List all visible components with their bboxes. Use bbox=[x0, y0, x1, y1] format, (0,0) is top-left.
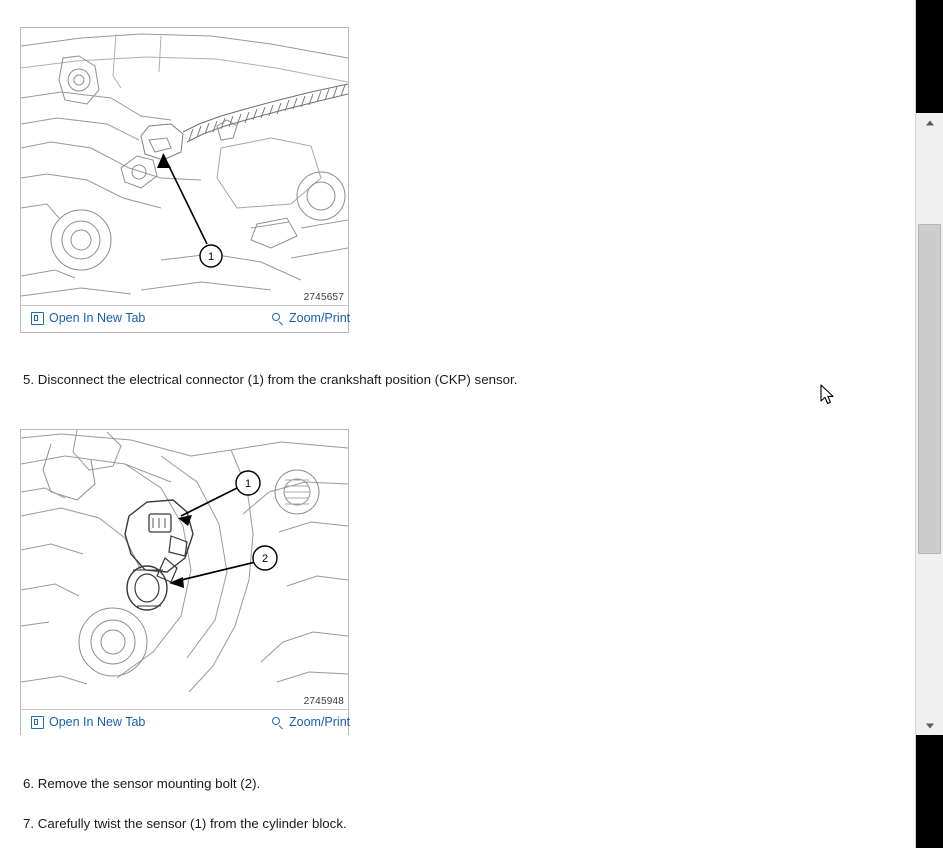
step-5-text: 5. Disconnect the electrical connector (1) from the crankshaft position (CKP) sensor. bbox=[23, 372, 518, 387]
figure-2-callout-1: 1 bbox=[244, 478, 252, 490]
zoom-print-link-2[interactable] bbox=[271, 716, 350, 729]
open-in-new-tab-link-1[interactable] bbox=[31, 312, 145, 325]
figure-toolbar-1 bbox=[21, 305, 351, 331]
figure-image-2 bbox=[21, 430, 348, 709]
scrollbar-bottom-filler bbox=[916, 735, 943, 848]
open-in-new-tab-label: Open In New Tab bbox=[49, 715, 146, 730]
scrollbar-top-filler bbox=[916, 0, 943, 113]
figure-id-label-1: 2745657 bbox=[303, 292, 344, 303]
mouse-pointer-icon bbox=[820, 384, 836, 406]
zoom-print-link-1[interactable] bbox=[271, 312, 350, 325]
figure-id-label-2: 2745948 bbox=[303, 696, 344, 707]
open-in-new-tab-link-2[interactable] bbox=[31, 716, 145, 729]
figure-block-2 bbox=[20, 429, 349, 735]
figure-toolbar-2 bbox=[21, 709, 351, 735]
engine-bay-illustration-1 bbox=[21, 28, 348, 305]
open-in-new-tab-label: Open In New Tab bbox=[49, 311, 146, 326]
magnifier-icon bbox=[271, 312, 284, 325]
scroll-up-button[interactable] bbox=[916, 114, 943, 131]
scroll-up-arrow-icon bbox=[926, 120, 934, 125]
zoom-print-label: Zoom/Print bbox=[289, 311, 351, 326]
zoom-print-label: Zoom/Print bbox=[289, 715, 351, 730]
cylinder-block-illustration-2 bbox=[21, 430, 348, 709]
scroll-down-button[interactable] bbox=[916, 717, 943, 734]
vertical-scrollbar[interactable] bbox=[915, 0, 943, 848]
open-in-new-tab-icon bbox=[31, 716, 44, 729]
scrollbar-thumb[interactable] bbox=[918, 224, 941, 554]
figure-2-callout-2: 2 bbox=[261, 553, 269, 565]
step-7-text: 7. Carefully twist the sensor (1) from the cylinder block. bbox=[23, 816, 347, 831]
open-in-new-tab-icon bbox=[31, 312, 44, 325]
magnifier-icon bbox=[271, 716, 284, 729]
figure-block-1 bbox=[20, 27, 349, 333]
figure-1-callout-1: 1 bbox=[207, 251, 215, 263]
scroll-down-arrow-icon bbox=[926, 723, 934, 728]
figure-image-1 bbox=[21, 28, 348, 305]
step-6-text: 6. Remove the sensor mounting bolt (2). bbox=[23, 776, 261, 791]
